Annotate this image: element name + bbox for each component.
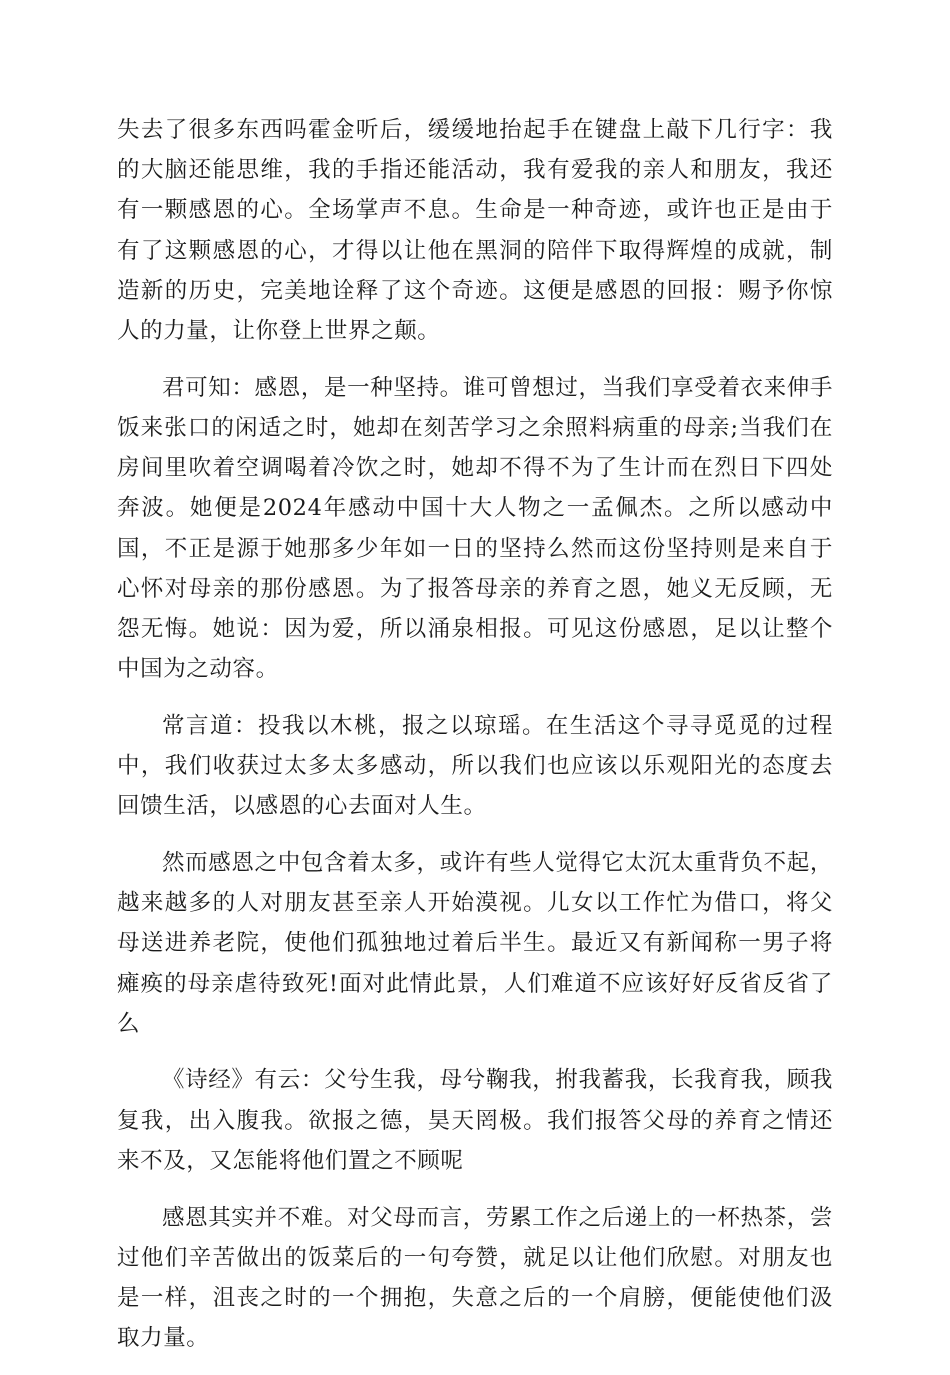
paragraph-6: 感恩其实并不难。对父母而言，劳累工作之后递上的一杯热茶，尝过他们辛苦做出的饭菜后的一句夸赞，就足以让他们欣慰。对朋友也是一样，沮丧之时的一个拥抱，失意之后的一个肩膀，便能使他们汲取力量。 bbox=[117, 1204, 833, 1352]
paragraph-5: 《诗经》有云：父兮生我，母兮鞠我，拊我蓄我，长我育我，顾我复我，出入腹我。欲报之德，昊天罔极。我们报答父母的养育之情还来不及，又怎能将他们置之不顾呢 bbox=[117, 1067, 833, 1174]
paragraph-2: 君可知：感恩，是一种坚持。谁可曾想过，当我们享受着衣来伸手饭来张口的闲适之时，她却在刻苦学习之余照料病重的母亲;当我们在房间里吹着空调喝着冷饮之时，她却不得不为了生计而在烈日下四处奔波。她便是2024年感动中国十大人物之一孟佩杰。之所以感动中国，不正是源于她那多少年如一日的坚持么然而这份坚持则是来自于心怀对母亲的那份感恩。为了报答母亲的养育之恩，她义无反顾，无怨无悔。她说：因为爱，所以涌泉相报。可见这份感恩，足以让整个中国为之动容。 bbox=[117, 374, 833, 683]
paragraph-1: 失去了很多东西吗霍金听后，缓缓地抬起手在键盘上敲下几行字：我的大脑还能思维，我的手指还能活动，我有爱我的亲人和朋友，我还有一颗感恩的心。全场掌声不息。生命是一种奇迹，或许也正是由于有了这颗感恩的心，才得以让他在黑洞的陪伴下取得辉煌的成就，制造新的历史，完美地诠释了这个奇迹。这便是感恩的回报：赐予你惊人的力量，让你登上世界之颠。 bbox=[117, 117, 833, 345]
paragraph-4: 然而感恩之中包含着太多，或许有些人觉得它太沉太重背负不起，越来越多的人对朋友甚至亲人开始漠视。儿女以工作忙为借口，将父母送进养老院，使他们孤独地过着后半生。最近又有新闻称一男子将瘫痪的母亲虐待致死!面对此情此景，人们难道不应该好好反省反省了么 bbox=[117, 849, 833, 1037]
paragraph-3: 常言道：投我以木桃，报之以琼瑶。在生活这个寻寻觅觅的过程中，我们收获过太多太多感动，所以我们也应该以乐观阳光的态度去回馈生活，以感恩的心去面对人生。 bbox=[117, 712, 833, 820]
document-page bbox=[117, 110, 833, 1375]
